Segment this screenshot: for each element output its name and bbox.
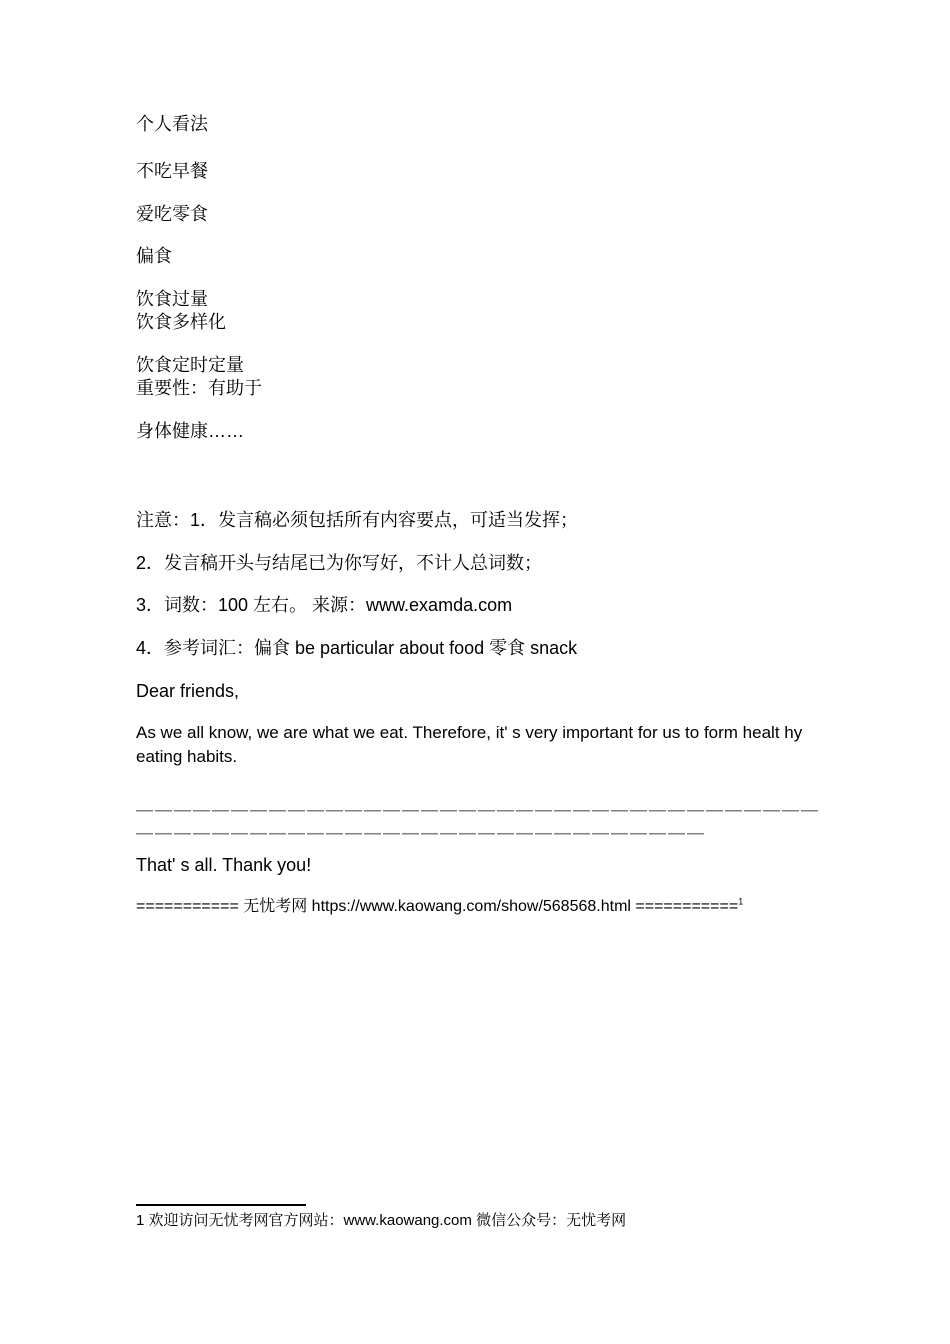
outline-item: 饮食定时定量: [136, 355, 244, 375]
outline-item: 个人看法: [136, 114, 208, 134]
outline-item: 爱吃零食: [136, 204, 208, 224]
note-item: 2．发言稿开头与结尾已为你写好，不计人总词数；: [136, 553, 543, 573]
footnote-rule: [136, 1204, 306, 1206]
source-separator-text: =========== 无忧考网 https://www.kaowang.com/show/568568.html ===========: [136, 898, 739, 915]
intro-paragraph: As we all know, we are what we eat. Therefore, it' s very important for us to form healt hy eating habits.: [136, 723, 803, 766]
closing-line: That' s all. Thank you!: [136, 855, 312, 875]
outline-item: 不吃早餐: [136, 161, 208, 181]
greeting: Dear friends,: [136, 681, 240, 701]
note-item: 4．参考词汇：偏食 be particular about food 零食 snack: [136, 638, 578, 658]
blank-line: ＿＿＿＿＿＿＿＿＿＿＿＿＿＿＿＿＿＿＿＿＿＿＿＿＿＿＿＿＿＿: [136, 817, 706, 836]
outline-item: 偏食: [136, 246, 172, 266]
outline-item: 重要性：有助于: [136, 378, 262, 398]
footnote-marker: 1: [738, 896, 744, 907]
source-separator: [136, 896, 743, 918]
footnote: 1 欢迎访问无忧考网官方网站：www.kaowang.com 微信公众号：无忧考网: [136, 1212, 627, 1229]
blank-line: ＿＿＿＿＿＿＿＿＿＿＿＿＿＿＿＿＿＿＿＿＿＿＿＿＿＿＿＿＿＿＿＿＿＿＿＿: [136, 794, 820, 813]
note-item: 3．词数：100 左右。 来源：www.examda.com: [136, 595, 513, 615]
outline-item: 饮食过量: [136, 289, 208, 309]
outline-item: 身体健康……: [136, 421, 244, 441]
outline-item: 饮食多样化: [136, 312, 226, 332]
note-item: 注意：1．发言稿必须包括所有内容要点，可适当发挥；: [136, 510, 579, 530]
